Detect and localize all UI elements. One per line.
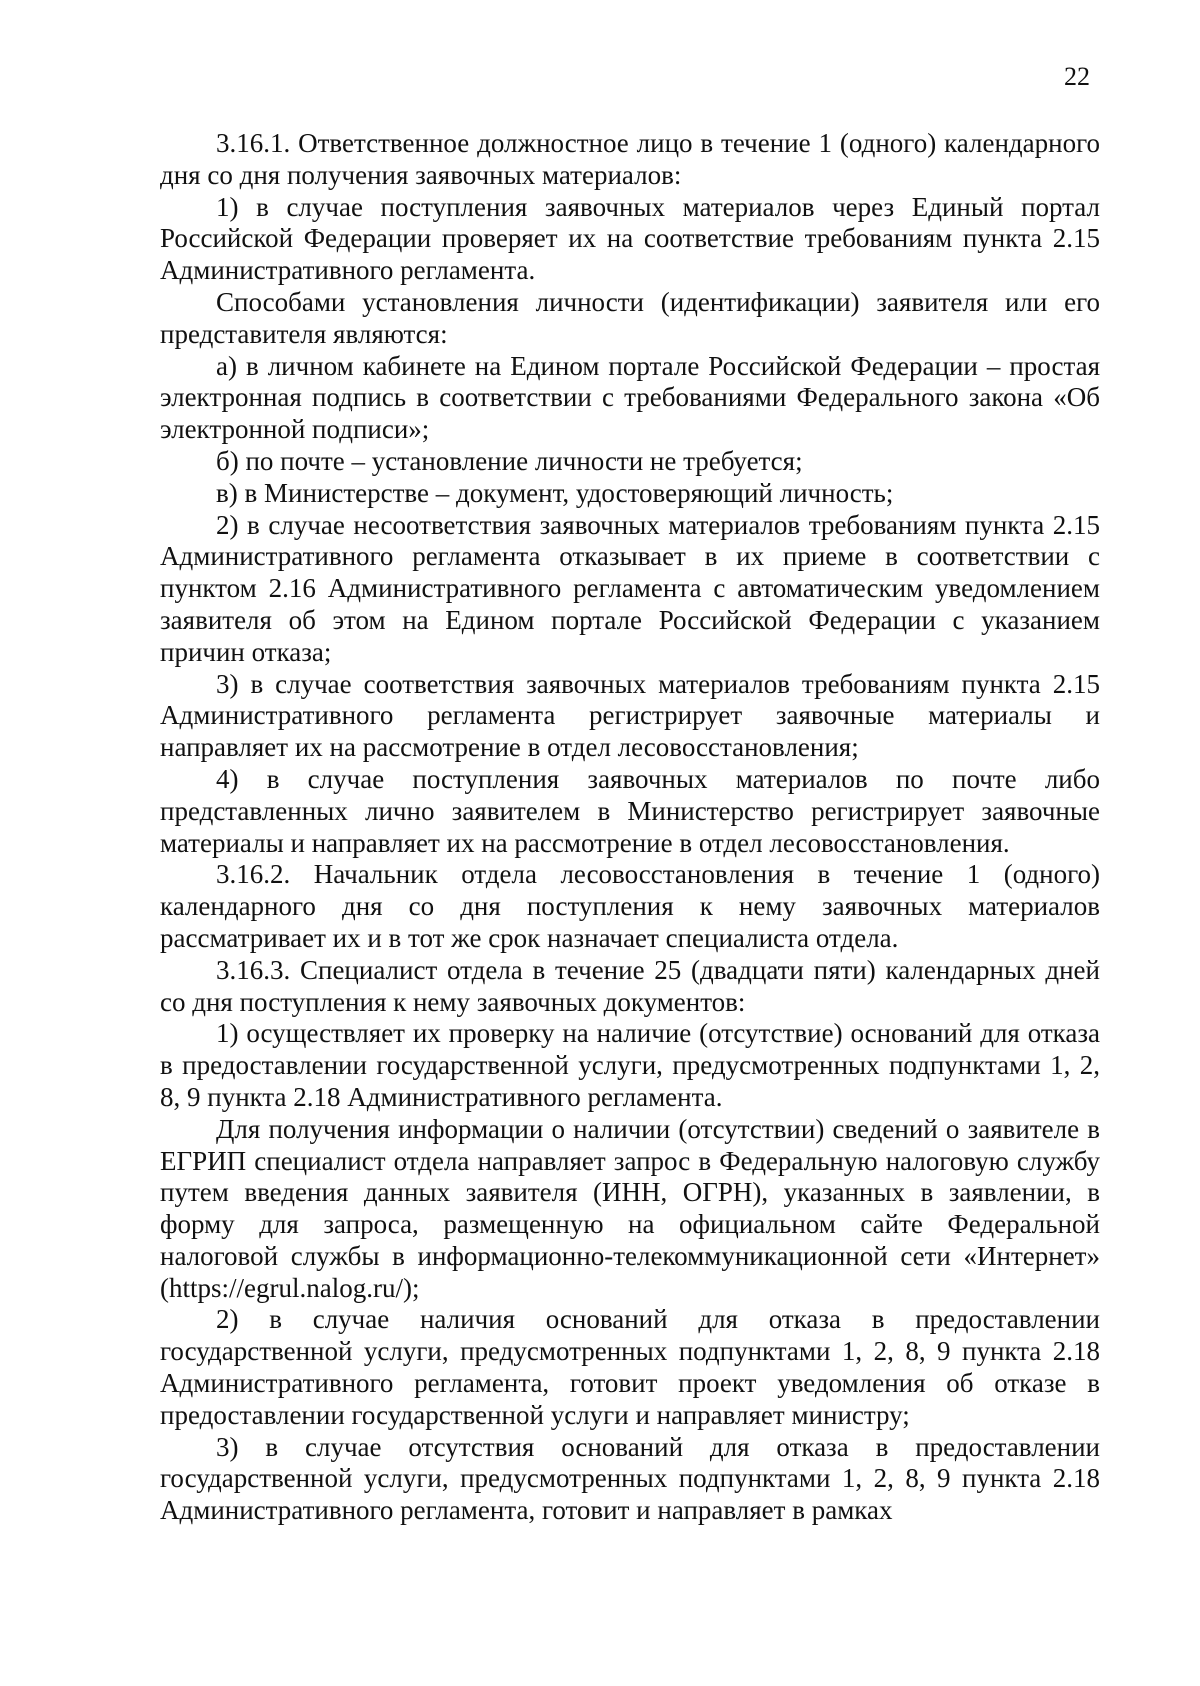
paragraph: в) в Министерстве – документ, удостоверяющий личность; bbox=[216, 477, 894, 508]
paragraph: б) по почте – установление личности не требуется; bbox=[216, 445, 803, 476]
paragraph: 3.16.3. Специалист отдела в течение 25 (двадцати пяти) календарных дней со дня поступления к нему заявочных документов: bbox=[160, 954, 1100, 1017]
paragraph: 3) в случае соответствия заявочных материалов требованиям пункта 2.15 Административного регламента регистрирует заявочные материалы и направляет их на рассмотрение в отдел лесовосстановления; bbox=[160, 668, 1100, 763]
paragraph: 1) в случае поступления заявочных материалов через Единый портал Российской Федерации проверяет их на соответствие требованиям пункта 2.15 Административного регламента. bbox=[160, 191, 1100, 286]
paragraph: 4) в случае поступления заявочных материалов по почте либо представленных лично заявителем в Министерство регистрирует заявочные материалы и направляет их на рассмотрение в отдел лесовосстановления. bbox=[160, 763, 1100, 858]
paragraph: 3.16.2. Начальник отдела лесовосстановления в течение 1 (одного) календарного дня со дня поступления к нему заявочных материалов рассматривает их и в тот же срок назначает специалиста отдела. bbox=[160, 859, 1100, 953]
paragraph: а) в личном кабинете на Едином портале Российской Федерации – простая электронная подпись в соответствии с требованиями Федерального закона «Об электронной подписи»; bbox=[160, 350, 1100, 445]
paragraph: 1) осуществляет их проверку на наличие (отсутствие) оснований для отказа в предоставлении государственной услуги, предусмотренных подпунктами 1, 2, 8, 9 пункта 2.18 Административного регламента. bbox=[160, 1018, 1100, 1112]
document-body bbox=[160, 128, 1100, 1527]
paragraph: 3.16.1. Ответственное должностное лицо в течение 1 (одного) календарного дня со дня получения заявочных материалов: bbox=[160, 128, 1100, 190]
paragraph: Способами установления личности (идентификации) заявителя или его представителя являются: bbox=[160, 286, 1100, 349]
paragraph: Для получения информации о наличии (отсутствии) сведений о заявителе в ЕГРИП специалист отдела направляет запрос в Федеральную налоговую службу путем введения данных заявителя (ИНН, ОГРН), указанных в заявлении, в форму для запроса, размещенную на официальном сайте Федеральной налоговой службы в информационно-телекоммуникационной сети «Интернет» (https://egrul.nalog.ru/); bbox=[160, 1113, 1100, 1303]
paragraph: 2) в случае несоответствия заявочных материалов требованиям пункта 2.15 Административного регламента отказывает в их приеме в соответствии с пунктом 2.16 Административного регламента с автоматическим уведомлением заявителя об этом на Едином портале Российской Федерации с указанием причин отказа; bbox=[160, 509, 1100, 667]
page-number: 22 bbox=[1064, 62, 1090, 91]
paragraph: 3) в случае отсутствия оснований для отказа в предоставлении государственной услуги, предусмотренных подпунктами 1, 2, 8, 9 пункта 2.18 Административного регламента, готовит и направляет в рамках bbox=[160, 1431, 1100, 1526]
paragraph: 2) в случае наличия оснований для отказа в предоставлении государственной услуги, предусмотренных подпунктами 1, 2, 8, 9 пункта 2.18 Административного регламента, готовит проект уведомления об отказе в предоставлении государственной услуги и направляет министру; bbox=[160, 1304, 1100, 1430]
